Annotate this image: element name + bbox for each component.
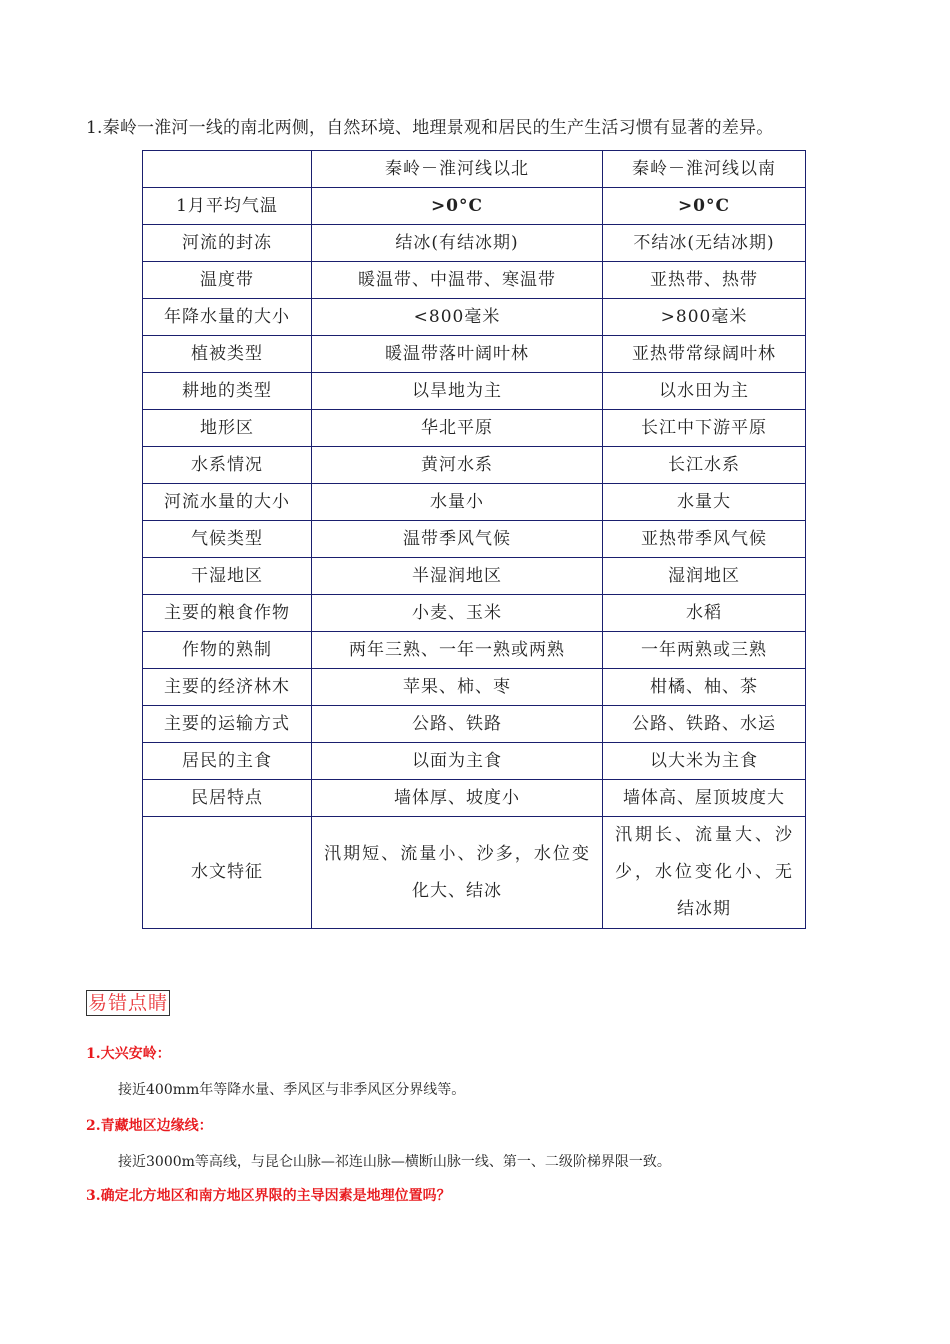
north-value: 结冰(有结冰期) [312, 225, 603, 262]
row-label: 气候类型 [143, 521, 312, 558]
south-value: 长江中下游平原 [603, 410, 806, 447]
south-value: 墙体高、屋顶坡度大 [603, 780, 806, 817]
south-value: 以大米为主食 [603, 743, 806, 780]
south-value [603, 817, 806, 929]
row-label: 水文特征 [143, 817, 312, 929]
north-value: 暖温带、中温带、寒温带 [312, 262, 603, 299]
intro-paragraph: 1.秦岭一淮河一线的南北两侧，自然环境、地理景观和居民的生产生活习惯有显著的差异。 [86, 118, 774, 138]
south-value: 亚热带常绿阔叶林 [603, 336, 806, 373]
row-label: 河流水量的大小 [143, 484, 312, 521]
note-title: 1.大兴安岭： [86, 1046, 171, 1062]
north-value: 墙体厚、坡度小 [312, 780, 603, 817]
north-value-text: 汛期短、流量小、沙多，水位变化大、结冰 [324, 843, 590, 901]
note-body: 接近400mm年等降水量、季风区与非季风区分界线等。 [118, 1082, 466, 1098]
table-row [143, 558, 806, 595]
table-row [143, 780, 806, 817]
south-value: 亚热带、热带 [603, 262, 806, 299]
row-label: 主要的粮食作物 [143, 595, 312, 632]
table-row [143, 521, 806, 558]
north-value: >0°C [312, 188, 603, 225]
north-value: 小麦、玉米 [312, 595, 603, 632]
north-value: 苹果、柿、枣 [312, 669, 603, 706]
south-value: >0°C [603, 188, 806, 225]
row-label: 耕地的类型 [143, 373, 312, 410]
row-label: 作物的熟制 [143, 632, 312, 669]
south-value: 水稻 [603, 595, 806, 632]
row-label: 1月平均气温 [143, 188, 312, 225]
table-row [143, 262, 806, 299]
north-value: 黄河水系 [312, 447, 603, 484]
header-cell-south: 秦岭－淮河线以南 [603, 151, 806, 188]
north-value: 以面为主食 [312, 743, 603, 780]
table-row [143, 373, 806, 410]
row-label: 主要的运输方式 [143, 706, 312, 743]
table-row [143, 484, 806, 521]
south-value: 湿润地区 [603, 558, 806, 595]
north-value: 公路、铁路 [312, 706, 603, 743]
table-row [143, 336, 806, 373]
row-label: 居民的主食 [143, 743, 312, 780]
table-row [143, 743, 806, 780]
table-row [143, 447, 806, 484]
south-value-text: 汛期长、流量大、沙少，水位变化小、无结冰期 [615, 825, 793, 919]
row-label: 温度带 [143, 262, 312, 299]
north-value: 华北平原 [312, 410, 603, 447]
north-value: 水量小 [312, 484, 603, 521]
south-value: 柑橘、柚、茶 [603, 669, 806, 706]
north-value: 以旱地为主 [312, 373, 603, 410]
table-row [143, 669, 806, 706]
row-label: 主要的经济林木 [143, 669, 312, 706]
row-label: 河流的封冻 [143, 225, 312, 262]
north-value: 温带季风气候 [312, 521, 603, 558]
note-title: 2.青藏地区边缘线： [86, 1118, 213, 1134]
row-label: 年降水量的大小 [143, 299, 312, 336]
row-label: 水系情况 [143, 447, 312, 484]
table-row [143, 225, 806, 262]
south-value: 一年两熟或三熟 [603, 632, 806, 669]
table-row [143, 595, 806, 632]
note-body: 接近3000m等高线，与昆仑山脉—祁连山脉—横断山脉一线、第一、二级阶梯界限一致。 [118, 1154, 671, 1170]
row-label: 民居特点 [143, 780, 312, 817]
header-cell-north: 秦岭－淮河线以北 [312, 151, 603, 188]
table-row [143, 817, 806, 929]
south-value: >800毫米 [603, 299, 806, 336]
row-label: 植被类型 [143, 336, 312, 373]
note-title: 3.确定北方地区和南方地区界限的主导因素是地理位置吗？ [86, 1188, 451, 1204]
north-value: 两年三熟、一年一熟或两熟 [312, 632, 603, 669]
south-value: 亚热带季风气候 [603, 521, 806, 558]
row-label: 干湿地区 [143, 558, 312, 595]
table-row [143, 299, 806, 336]
north-value: 暖温带落叶阔叶林 [312, 336, 603, 373]
south-value: 以水田为主 [603, 373, 806, 410]
south-value: 公路、铁路、水运 [603, 706, 806, 743]
south-value: 长江水系 [603, 447, 806, 484]
south-value: 水量大 [603, 484, 806, 521]
table-row [143, 706, 806, 743]
table-row [143, 410, 806, 447]
table-row [143, 188, 806, 225]
comparison-table [142, 150, 806, 929]
header-cell-empty [143, 151, 312, 188]
north-value: <800毫米 [312, 299, 603, 336]
row-label: 地形区 [143, 410, 312, 447]
south-value: 不结冰(无结冰期) [603, 225, 806, 262]
north-value: 半湿润地区 [312, 558, 603, 595]
north-value [312, 817, 603, 929]
tip-label: 易错点睛 [88, 992, 169, 1014]
table-row [143, 632, 806, 669]
table-header-row [143, 151, 806, 188]
